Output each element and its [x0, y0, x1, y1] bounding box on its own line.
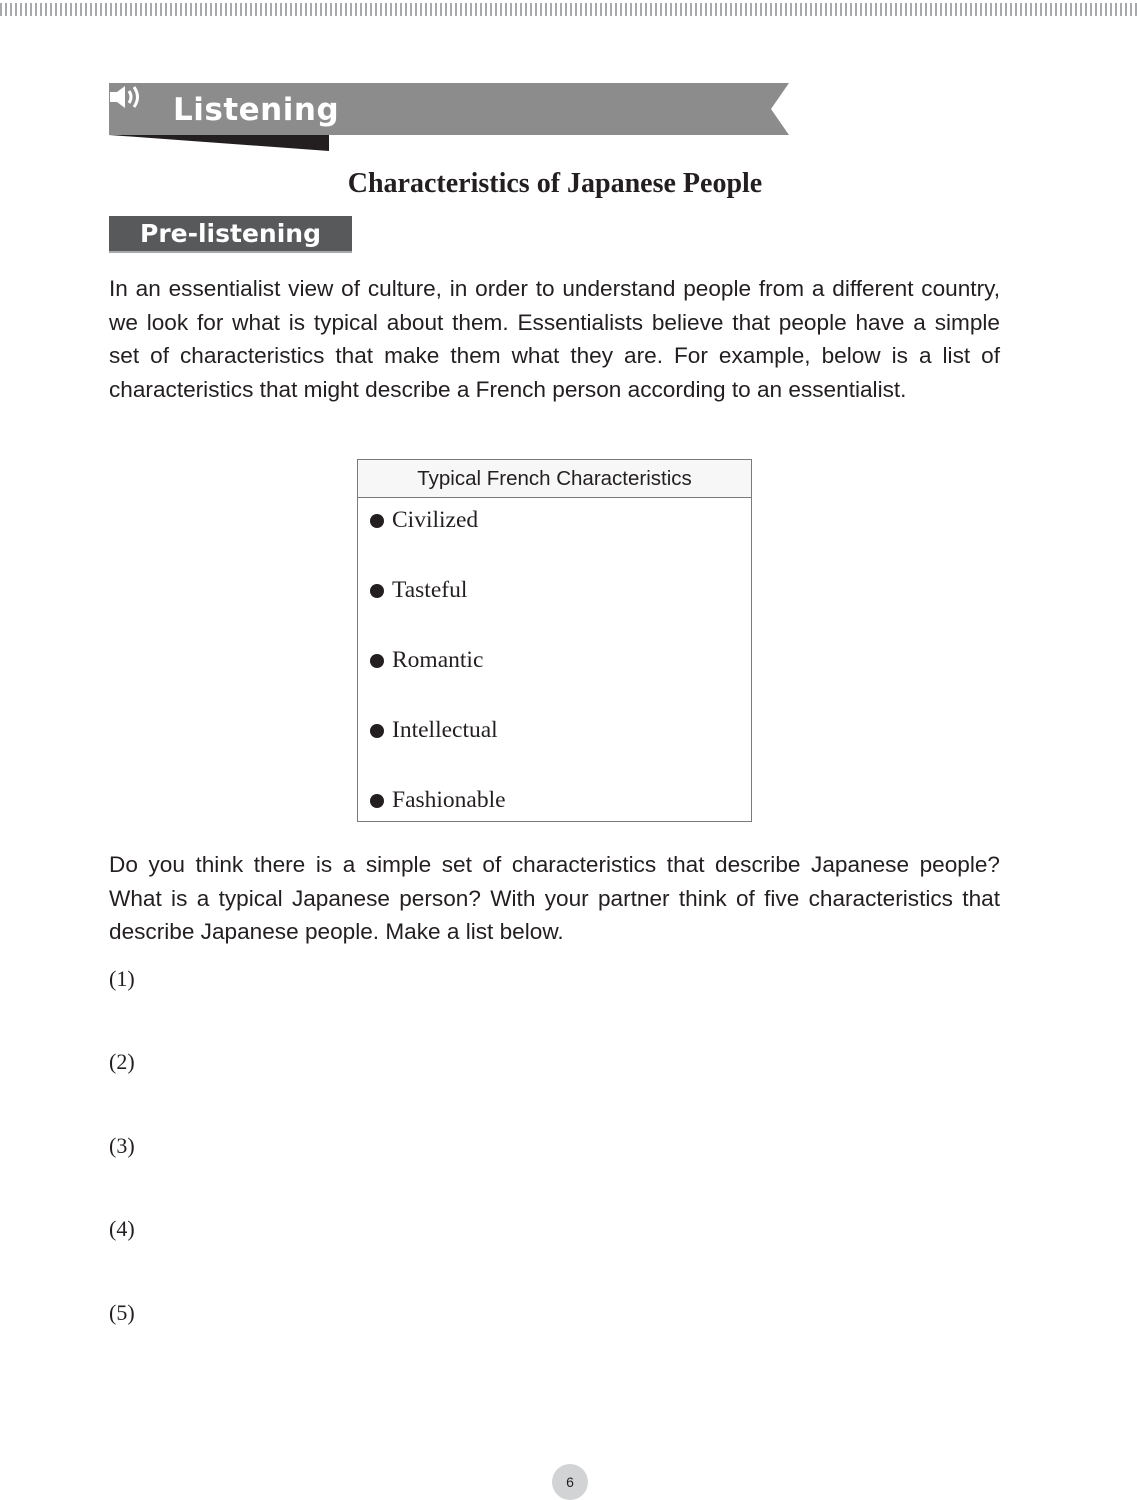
intro-paragraph: In an essentialist view of culture, in order to understand people from a different country, we look for what is typical about them. Essentialists believe that people have a simple set of characteristics that make them what they are. For example, below is a list of characteristics that might describe a French person according to an essentialist.	[109, 276, 1000, 402]
pre-listening-label: Pre-listening	[109, 216, 352, 253]
bullet-icon	[370, 584, 384, 598]
characteristic-label: Civilized	[392, 507, 479, 533]
answer-number: (1)	[109, 966, 135, 991]
answer-number: (3)	[109, 1133, 135, 1158]
list-item	[370, 507, 478, 534]
section-title: Listening	[173, 92, 340, 128]
french-characteristics-box	[357, 459, 752, 822]
characteristic-label: Tasteful	[392, 577, 468, 603]
bullet-icon	[370, 724, 384, 738]
bullet-icon	[370, 654, 384, 668]
characteristic-label: Romantic	[392, 647, 484, 673]
question-paragraph: Do you think there is a simple set of characteristics that describe Japanese people? What is a typical Japanese person? With your partner think of five characteristics that describe Japanese people. Make a list below.	[109, 852, 1000, 944]
section-banner	[109, 83, 789, 151]
list-item	[370, 717, 498, 744]
bullet-icon	[370, 514, 384, 528]
characteristic-label: Fashionable	[392, 787, 506, 813]
list-item	[370, 787, 506, 814]
top-decorative-rule	[0, 3, 1137, 16]
list-item	[370, 647, 483, 674]
list-item	[370, 577, 467, 604]
speaker-icon	[109, 83, 147, 111]
answer-number: (4)	[109, 1216, 135, 1241]
page-number: 6	[552, 1464, 588, 1500]
french-characteristics-heading: Typical French Characteristics	[358, 460, 751, 498]
page-title: Characteristics of Japanese People	[347, 168, 763, 199]
characteristic-label: Intellectual	[392, 717, 498, 743]
answer-number: (5)	[109, 1300, 135, 1325]
bullet-icon	[370, 794, 384, 808]
answer-number: (2)	[109, 1049, 135, 1074]
